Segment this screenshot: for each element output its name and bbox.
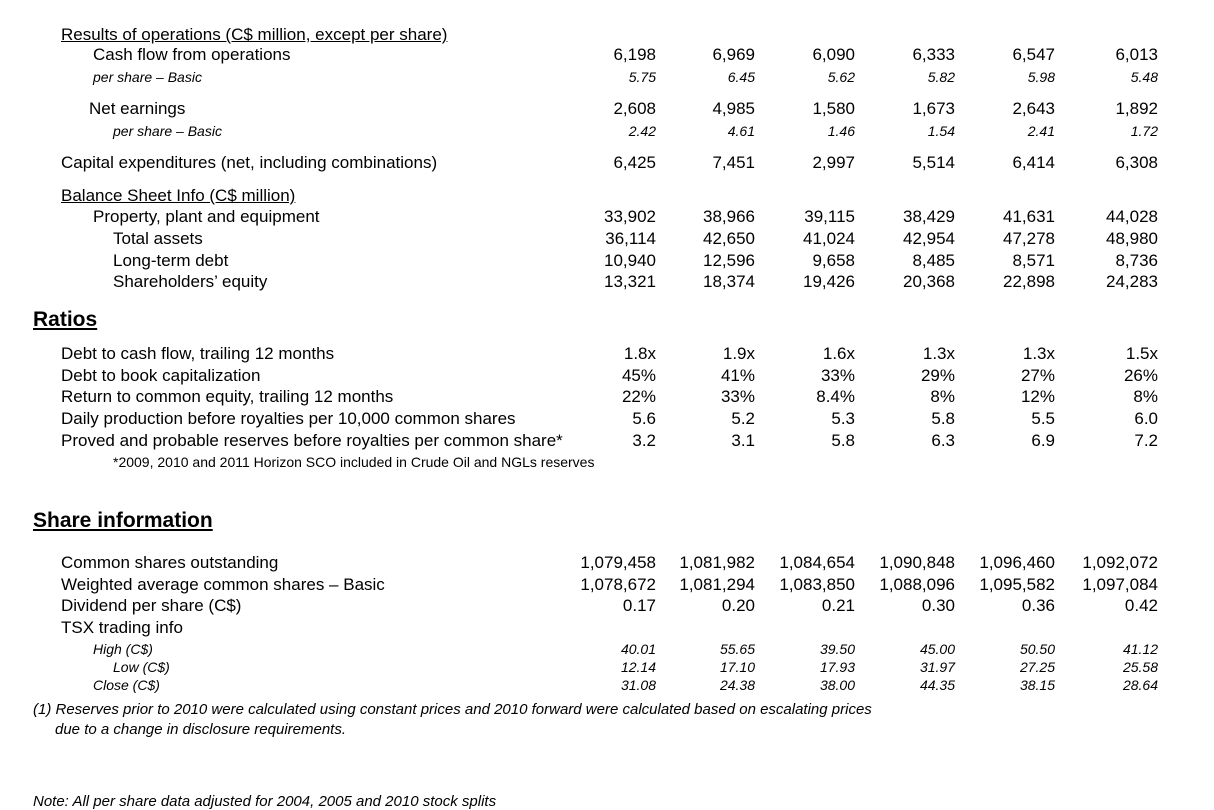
ratio-row-0-value-1: 1.9x <box>722 344 755 363</box>
balance-row-0-value-5: 44,028 <box>1106 207 1158 226</box>
ratios-footnote: *2009, 2010 and 2011 Horizon SCO included in Crude Oil and NGLs reserves <box>113 454 595 470</box>
tsx-close-row-value-0: 31.08 <box>620 677 656 693</box>
cash-flow-row-value-5: 6,013 <box>1115 45 1158 64</box>
net-earnings-per-share-row-value-2: 1.46 <box>827 123 855 139</box>
ratio-row-3-value-3: 5.8 <box>931 409 955 428</box>
ratio-row-3-value-5: 6.0 <box>1134 409 1158 428</box>
ratio-row-1-value-5: 26% <box>1123 366 1158 385</box>
ratio-label-2: Return to common equity, trailing 12 months <box>61 387 394 406</box>
net-earnings-row-value-5: 1,892 <box>1115 99 1158 118</box>
tsx-high-row-value-1: 55.65 <box>719 641 755 657</box>
ratio-row-2-value-1: 33% <box>720 387 755 406</box>
balance-heading: Balance Sheet Info (C$ million) <box>61 186 296 205</box>
tsx-label: TSX trading info <box>61 618 183 637</box>
stock-split-note: Note: All per share data adjusted for 2004, 2005 and 2010 stock splits <box>33 793 497 810</box>
balance-row-2-value-5: 8,736 <box>1115 251 1158 270</box>
tsx-close-label: Close (C$) <box>93 677 160 693</box>
tsx-close-row-value-2: 38.00 <box>819 677 855 693</box>
ratio-row-3-value-1: 5.2 <box>731 409 755 428</box>
balance-label-2: Long-term debt <box>113 251 229 270</box>
shares-row-0-value-5: 1,092,072 <box>1082 553 1158 572</box>
capex-row-value-5: 6,308 <box>1115 153 1158 172</box>
cash-flow-per-share-row-value-0: 5.75 <box>628 69 656 85</box>
shares-row-0-value-1: 1,081,982 <box>679 553 755 572</box>
ratio-label-4: Proved and probable reserves before royalties per common share* <box>61 431 563 450</box>
shares-row-2-value-1: 0.20 <box>721 596 755 615</box>
balance-label-3: Shareholders’ equity <box>113 272 268 291</box>
ratio-row-2-value-3: 8% <box>930 387 955 406</box>
net-earnings-per-share-label: per share – Basic <box>113 123 222 139</box>
cash-flow-per-share-label: per share – Basic <box>93 69 202 85</box>
shares-row-2-value-0: 0.17 <box>622 596 656 615</box>
shares-row-2-value-2: 0.21 <box>821 596 855 615</box>
shares-row-2-value-5: 0.42 <box>1124 596 1158 615</box>
cash-flow-per-share-row-value-5: 5.48 <box>1130 69 1158 85</box>
ratio-row-4-value-0: 3.2 <box>632 431 656 450</box>
ratio-row-0-value-5: 1.5x <box>1125 344 1158 363</box>
balance-row-0-value-2: 39,115 <box>804 207 855 226</box>
net-earnings-row-value-4: 2,643 <box>1012 99 1055 118</box>
shares-row-1-value-4: 1,095,582 <box>979 575 1055 594</box>
capex-row-value-1: 7,451 <box>712 153 755 172</box>
shares-row-1-value-3: 1,088,096 <box>879 575 955 594</box>
ratio-label-1: Debt to book capitalization <box>61 366 261 385</box>
balance-row-3-value-4: 22,898 <box>1003 272 1055 291</box>
shares-row-2-value-4: 0.36 <box>1021 596 1055 615</box>
ratio-row-4-value-2: 5.8 <box>831 431 855 450</box>
ratio-row-4-value-3: 6.3 <box>931 431 955 450</box>
capex-row-value-4: 6,414 <box>1012 153 1055 172</box>
net-earnings-per-share-row-value-1: 4.61 <box>727 123 755 139</box>
shares-label-1: Weighted average common shares – Basic <box>61 575 385 594</box>
ratio-row-3-value-4: 5.5 <box>1031 409 1055 428</box>
net-earnings-per-share-row-value-4: 2.41 <box>1027 123 1055 139</box>
ratio-row-3-value-2: 5.3 <box>831 409 855 428</box>
shares-label-0: Common shares outstanding <box>61 553 279 572</box>
cash-flow-per-share-row-value-2: 5.62 <box>827 69 855 85</box>
ratio-row-0-value-4: 1.3x <box>1022 344 1055 363</box>
cash-flow-row-value-2: 6,090 <box>812 45 855 64</box>
shares-label-2: Dividend per share (C$) <box>61 596 242 615</box>
ratio-row-4-value-1: 3.1 <box>731 431 755 450</box>
net-earnings-row-value-3: 1,673 <box>912 99 955 118</box>
tsx-close-row-value-1: 24.38 <box>719 677 755 693</box>
balance-row-0-value-0: 33,902 <box>604 207 656 226</box>
balance-label-0: Property, plant and equipment <box>93 207 320 226</box>
tsx-close-row-value-5: 28.64 <box>1122 677 1158 693</box>
cash-flow-per-share-row-value-4: 5.98 <box>1027 69 1055 85</box>
tsx-high-row-value-0: 40.01 <box>620 641 656 657</box>
balance-row-1-value-2: 41,024 <box>803 229 855 248</box>
ratio-row-0-value-3: 1.3x <box>922 344 955 363</box>
balance-row-2-value-3: 8,485 <box>912 251 955 270</box>
cash-flow-label: Cash flow from operations <box>93 45 291 64</box>
balance-row-3-value-0: 13,321 <box>604 272 656 291</box>
tsx-close-row-value-4: 38.15 <box>1019 677 1055 693</box>
capex-label: Capital expenditures (net, including combinations) <box>61 153 438 172</box>
shares-row-0-value-0: 1,079,458 <box>580 553 656 572</box>
results-heading: Results of operations (C$ million, except per share) <box>61 25 448 44</box>
cash-flow-row-value-0: 6,198 <box>613 45 656 64</box>
capex-row-value-3: 5,514 <box>912 153 955 172</box>
shares-row-1-value-0: 1,078,672 <box>580 575 656 594</box>
cash-flow-row-value-3: 6,333 <box>912 45 955 64</box>
balance-row-2-value-0: 10,940 <box>604 251 656 270</box>
cash-flow-row-value-4: 6,547 <box>1012 45 1055 64</box>
balance-row-1-value-5: 48,980 <box>1106 229 1158 248</box>
net-earnings-row-value-2: 1,580 <box>812 99 855 118</box>
tsx-low-row-value-3: 31.97 <box>919 659 955 675</box>
cash-flow-per-share-row-value-1: 6.45 <box>727 69 755 85</box>
ratio-row-0-value-2: 1.6x <box>822 344 855 363</box>
net-earnings-per-share-row-value-3: 1.54 <box>927 123 955 139</box>
shares-row-1-value-5: 1,097,084 <box>1082 575 1158 594</box>
tsx-high-row-value-2: 39.50 <box>819 641 855 657</box>
tsx-high-row-value-3: 45.00 <box>919 641 955 657</box>
balance-row-3-value-3: 20,368 <box>903 272 955 291</box>
ratio-row-2-value-5: 8% <box>1133 387 1158 406</box>
reserves-note-line-1: (1) Reserves prior to 2010 were calculated using constant prices and 2010 forward were calculated based on escalating prices <box>33 701 872 718</box>
balance-row-2-value-1: 12,596 <box>703 251 755 270</box>
net-earnings-label: Net earnings <box>89 99 186 118</box>
tsx-low-row-value-5: 25.58 <box>1122 659 1158 675</box>
balance-row-1-value-1: 42,650 <box>703 229 755 248</box>
cash-flow-per-share-row-value-3: 5.82 <box>927 69 955 85</box>
ratio-row-4-value-5: 7.2 <box>1134 431 1158 450</box>
balance-label-1: Total assets <box>113 229 203 248</box>
shares-row-1-value-1: 1,081,294 <box>679 575 755 594</box>
balance-row-1-value-0: 36,114 <box>605 229 656 248</box>
balance-row-3-value-5: 24,283 <box>1106 272 1158 291</box>
ratio-row-1-value-2: 33% <box>820 366 855 385</box>
net-earnings-row-value-0: 2,608 <box>613 99 656 118</box>
tsx-close-row-value-3: 44.35 <box>919 677 955 693</box>
capex-row-value-2: 2,997 <box>812 153 855 172</box>
tsx-high-row-value-4: 50.50 <box>1019 641 1055 657</box>
net-earnings-row-value-1: 4,985 <box>712 99 755 118</box>
ratio-row-1-value-0: 45% <box>621 366 656 385</box>
shares-heading: Share information <box>33 509 213 532</box>
ratio-label-0: Debt to cash flow, trailing 12 months <box>61 344 335 363</box>
shares-row-0-value-2: 1,084,654 <box>779 553 855 572</box>
ratios-heading: Ratios <box>33 308 98 331</box>
shares-row-2-value-3: 0.30 <box>921 596 955 615</box>
tsx-high-row-value-5: 41.12 <box>1122 641 1158 657</box>
balance-row-3-value-1: 18,374 <box>703 272 755 291</box>
net-earnings-per-share-row-value-0: 2.42 <box>628 123 656 139</box>
cash-flow-row-value-1: 6,969 <box>712 45 755 64</box>
balance-row-0-value-1: 38,966 <box>703 207 755 226</box>
tsx-low-row-value-4: 27.25 <box>1019 659 1055 675</box>
ratio-label-3: Daily production before royalties per 10,000 common shares <box>61 409 516 428</box>
balance-row-0-value-4: 41,631 <box>1003 207 1055 226</box>
balance-row-2-value-2: 9,658 <box>812 251 855 270</box>
balance-row-1-value-3: 42,954 <box>903 229 955 248</box>
balance-row-3-value-2: 19,426 <box>803 272 855 291</box>
tsx-low-row-value-1: 17.10 <box>719 659 755 675</box>
ratio-row-3-value-0: 5.6 <box>632 409 656 428</box>
shares-row-0-value-3: 1,090,848 <box>879 553 955 572</box>
ratio-row-1-value-3: 29% <box>920 366 955 385</box>
ratio-row-2-value-4: 12% <box>1020 387 1055 406</box>
ratio-row-1-value-1: 41% <box>720 366 755 385</box>
capex-row-value-0: 6,425 <box>613 153 656 172</box>
balance-row-2-value-4: 8,571 <box>1012 251 1055 270</box>
ratio-row-0-value-0: 1.8x <box>623 344 656 363</box>
balance-row-0-value-3: 38,429 <box>903 207 955 226</box>
tsx-high-label: High (C$) <box>93 641 153 657</box>
tsx-low-label: Low (C$) <box>113 659 170 675</box>
ratio-row-1-value-4: 27% <box>1020 366 1055 385</box>
net-earnings-per-share-row-value-5: 1.72 <box>1130 123 1158 139</box>
ratio-row-2-value-2: 8.4% <box>816 387 855 406</box>
tsx-low-row-value-0: 12.14 <box>620 659 656 675</box>
tsx-low-row-value-2: 17.93 <box>819 659 855 675</box>
ratio-row-4-value-4: 6.9 <box>1031 431 1055 450</box>
balance-row-1-value-4: 47,278 <box>1003 229 1055 248</box>
shares-row-1-value-2: 1,083,850 <box>779 575 855 594</box>
shares-row-0-value-4: 1,096,460 <box>979 553 1055 572</box>
reserves-note-line-2: due to a change in disclosure requirements. <box>55 721 347 738</box>
ratio-row-2-value-0: 22% <box>621 387 656 406</box>
